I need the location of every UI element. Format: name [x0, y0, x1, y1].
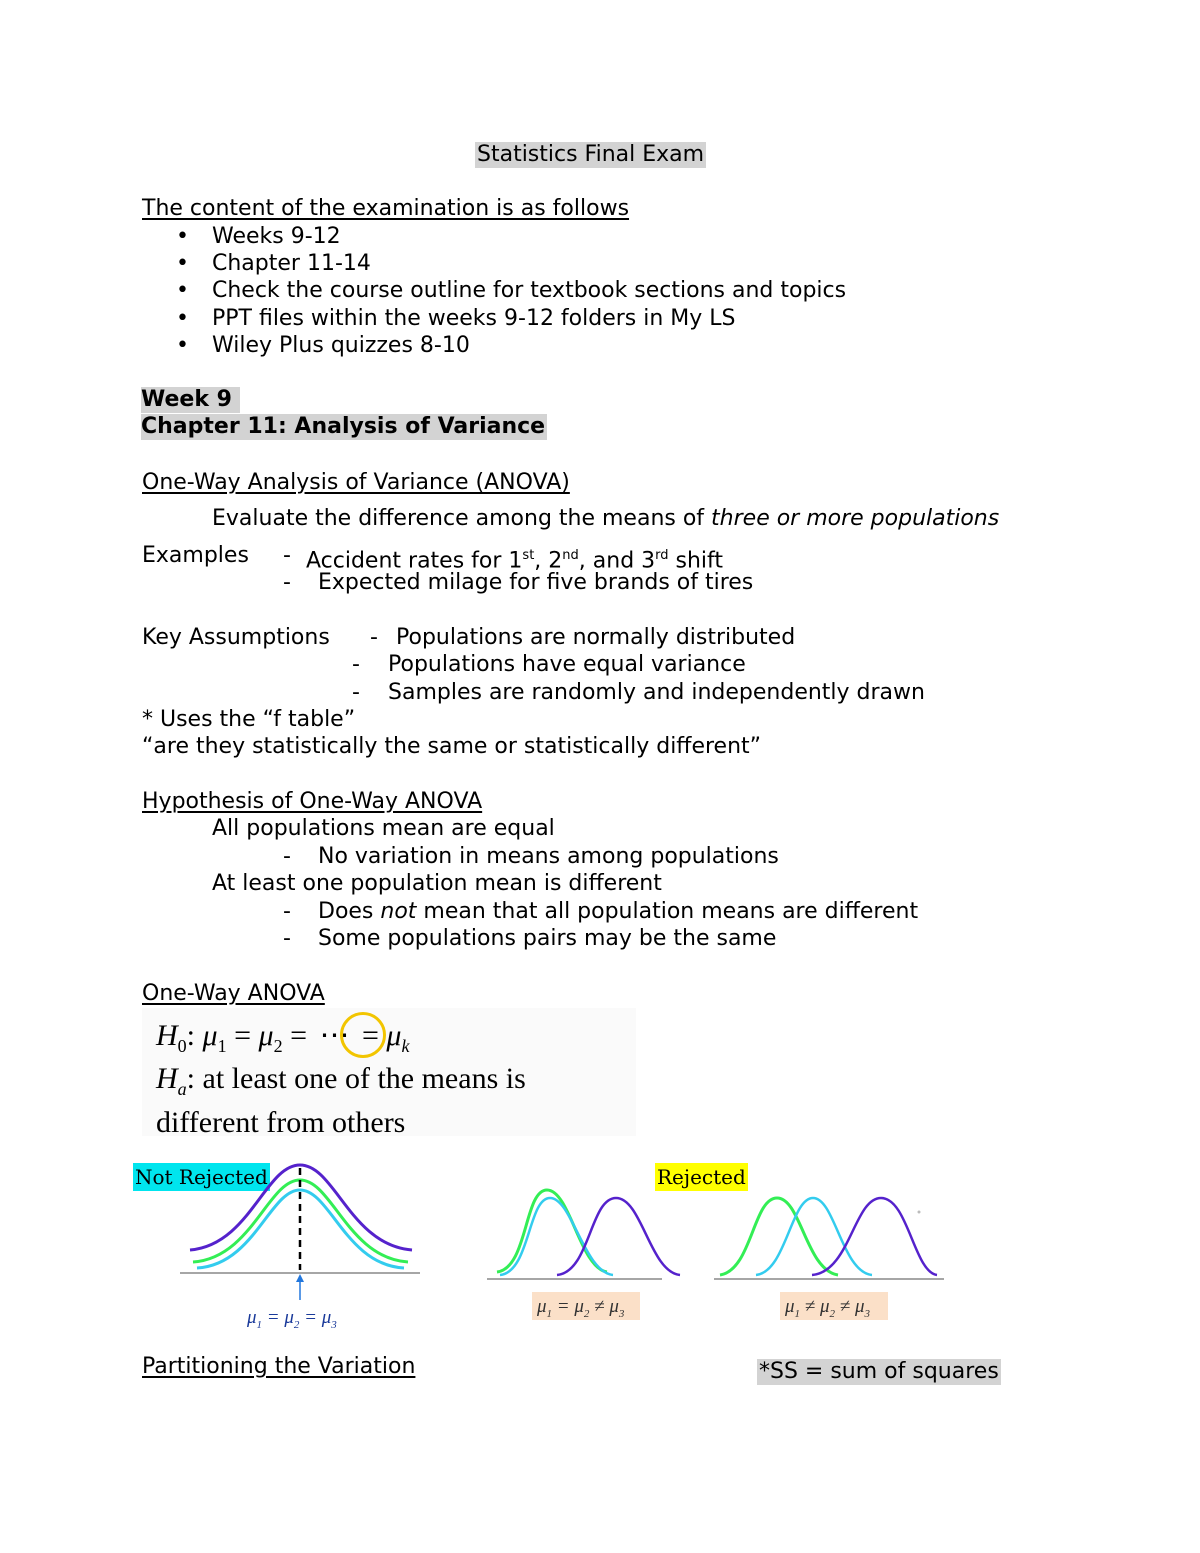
list-item: PPT files within the weeks 9-12 folders in My LS [212, 306, 736, 331]
rejected-label: Rejected [657, 1165, 746, 1189]
evaluate-emphasis: three or more populations [711, 506, 1000, 531]
dash-icon: - [352, 652, 360, 677]
chapter-label: Chapter 11: Analysis of Variance [141, 414, 546, 439]
dash-icon: - [283, 844, 291, 869]
examples-label: Examples [142, 543, 249, 568]
week-label: Week 9 [141, 387, 240, 413]
bullet-icon: • [176, 306, 189, 331]
all-different-formula: $\mu_1 \ne \mu_2 \ne \mu_3$ [785, 1296, 870, 1320]
dash-icon: - [283, 570, 291, 595]
hypothesis-detail: Some populations pairs may be the same [318, 926, 777, 951]
dash-icon: - [283, 899, 291, 924]
assumption-item: Samples are randomly and independently drawn [388, 680, 925, 705]
bullet-icon: • [176, 251, 189, 276]
dash-icon: - [283, 543, 291, 568]
assumptions-label: Key Assumptions [142, 625, 330, 650]
partitioning-heading: Partitioning the Variation [142, 1354, 416, 1379]
dash-icon: - [370, 625, 378, 650]
bullet-icon: • [176, 224, 189, 249]
list-item: Chapter 11-14 [212, 251, 371, 276]
bullet-icon: • [176, 333, 189, 358]
page-title: Statistics Final Exam [477, 142, 705, 167]
oneway-heading: One-Way ANOVA [142, 981, 325, 1006]
hypothesis-heading: Hypothesis of One-Way ANOVA [142, 789, 483, 814]
null-hypothesis-formula: $H_0$: $\mu_1 = \mu_2$ = ⋯ = $\mu_k$ [156, 1019, 410, 1056]
anova-heading: One-Way Analysis of Variance (ANOVA) [142, 470, 570, 495]
not-rejected-label: Not Rejected [135, 1165, 268, 1189]
list-item: Weeks 9-12 [212, 224, 341, 249]
example-item: Accident rates for 1st, 2nd, and 3rd shift [306, 548, 724, 574]
ss-note: *SS = sum of squares [759, 1359, 999, 1384]
hypothesis-detail: No variation in means among populations [318, 844, 779, 869]
hypothesis-detail: Does not mean that all population means are different [318, 899, 919, 924]
assumption-item: Populations have equal variance [388, 652, 746, 677]
example-item: Expected milage for five brands of tires [318, 570, 754, 595]
alt-hypothesis-formula: $H_a$: at least one of the means is different from others [156, 1062, 526, 1139]
evaluate-prefix: Evaluate the difference among the means of [212, 506, 712, 531]
bullet-icon: • [176, 278, 189, 303]
two-equal-formula: $\mu_1 = \mu_2 \ne \mu_3$ [537, 1296, 625, 1320]
same-or-different-note: “are they statistically the same or statistically different” [142, 734, 762, 759]
equal-means-formula: $\mu_1 = \mu_2 = \mu_3$ [247, 1307, 337, 1331]
hypothesis-null: All populations mean are equal [212, 816, 555, 841]
assumption-item: Populations are normally distributed [396, 625, 796, 650]
dash-icon: - [283, 926, 291, 951]
dash-icon: - [352, 680, 360, 705]
content-heading: The content of the examination is as follows [142, 196, 630, 221]
list-item: Check the course outline for textbook sections and topics [212, 278, 847, 303]
two-equal-one-different-curves [487, 1190, 680, 1279]
hypothesis-alt: At least one population mean is different [212, 871, 662, 896]
f-table-note: * Uses the “f table” [142, 707, 356, 732]
equal-means-curves [180, 1165, 420, 1300]
all-different-curves [714, 1198, 944, 1279]
list-item: Wiley Plus quizzes 8-10 [212, 333, 470, 358]
